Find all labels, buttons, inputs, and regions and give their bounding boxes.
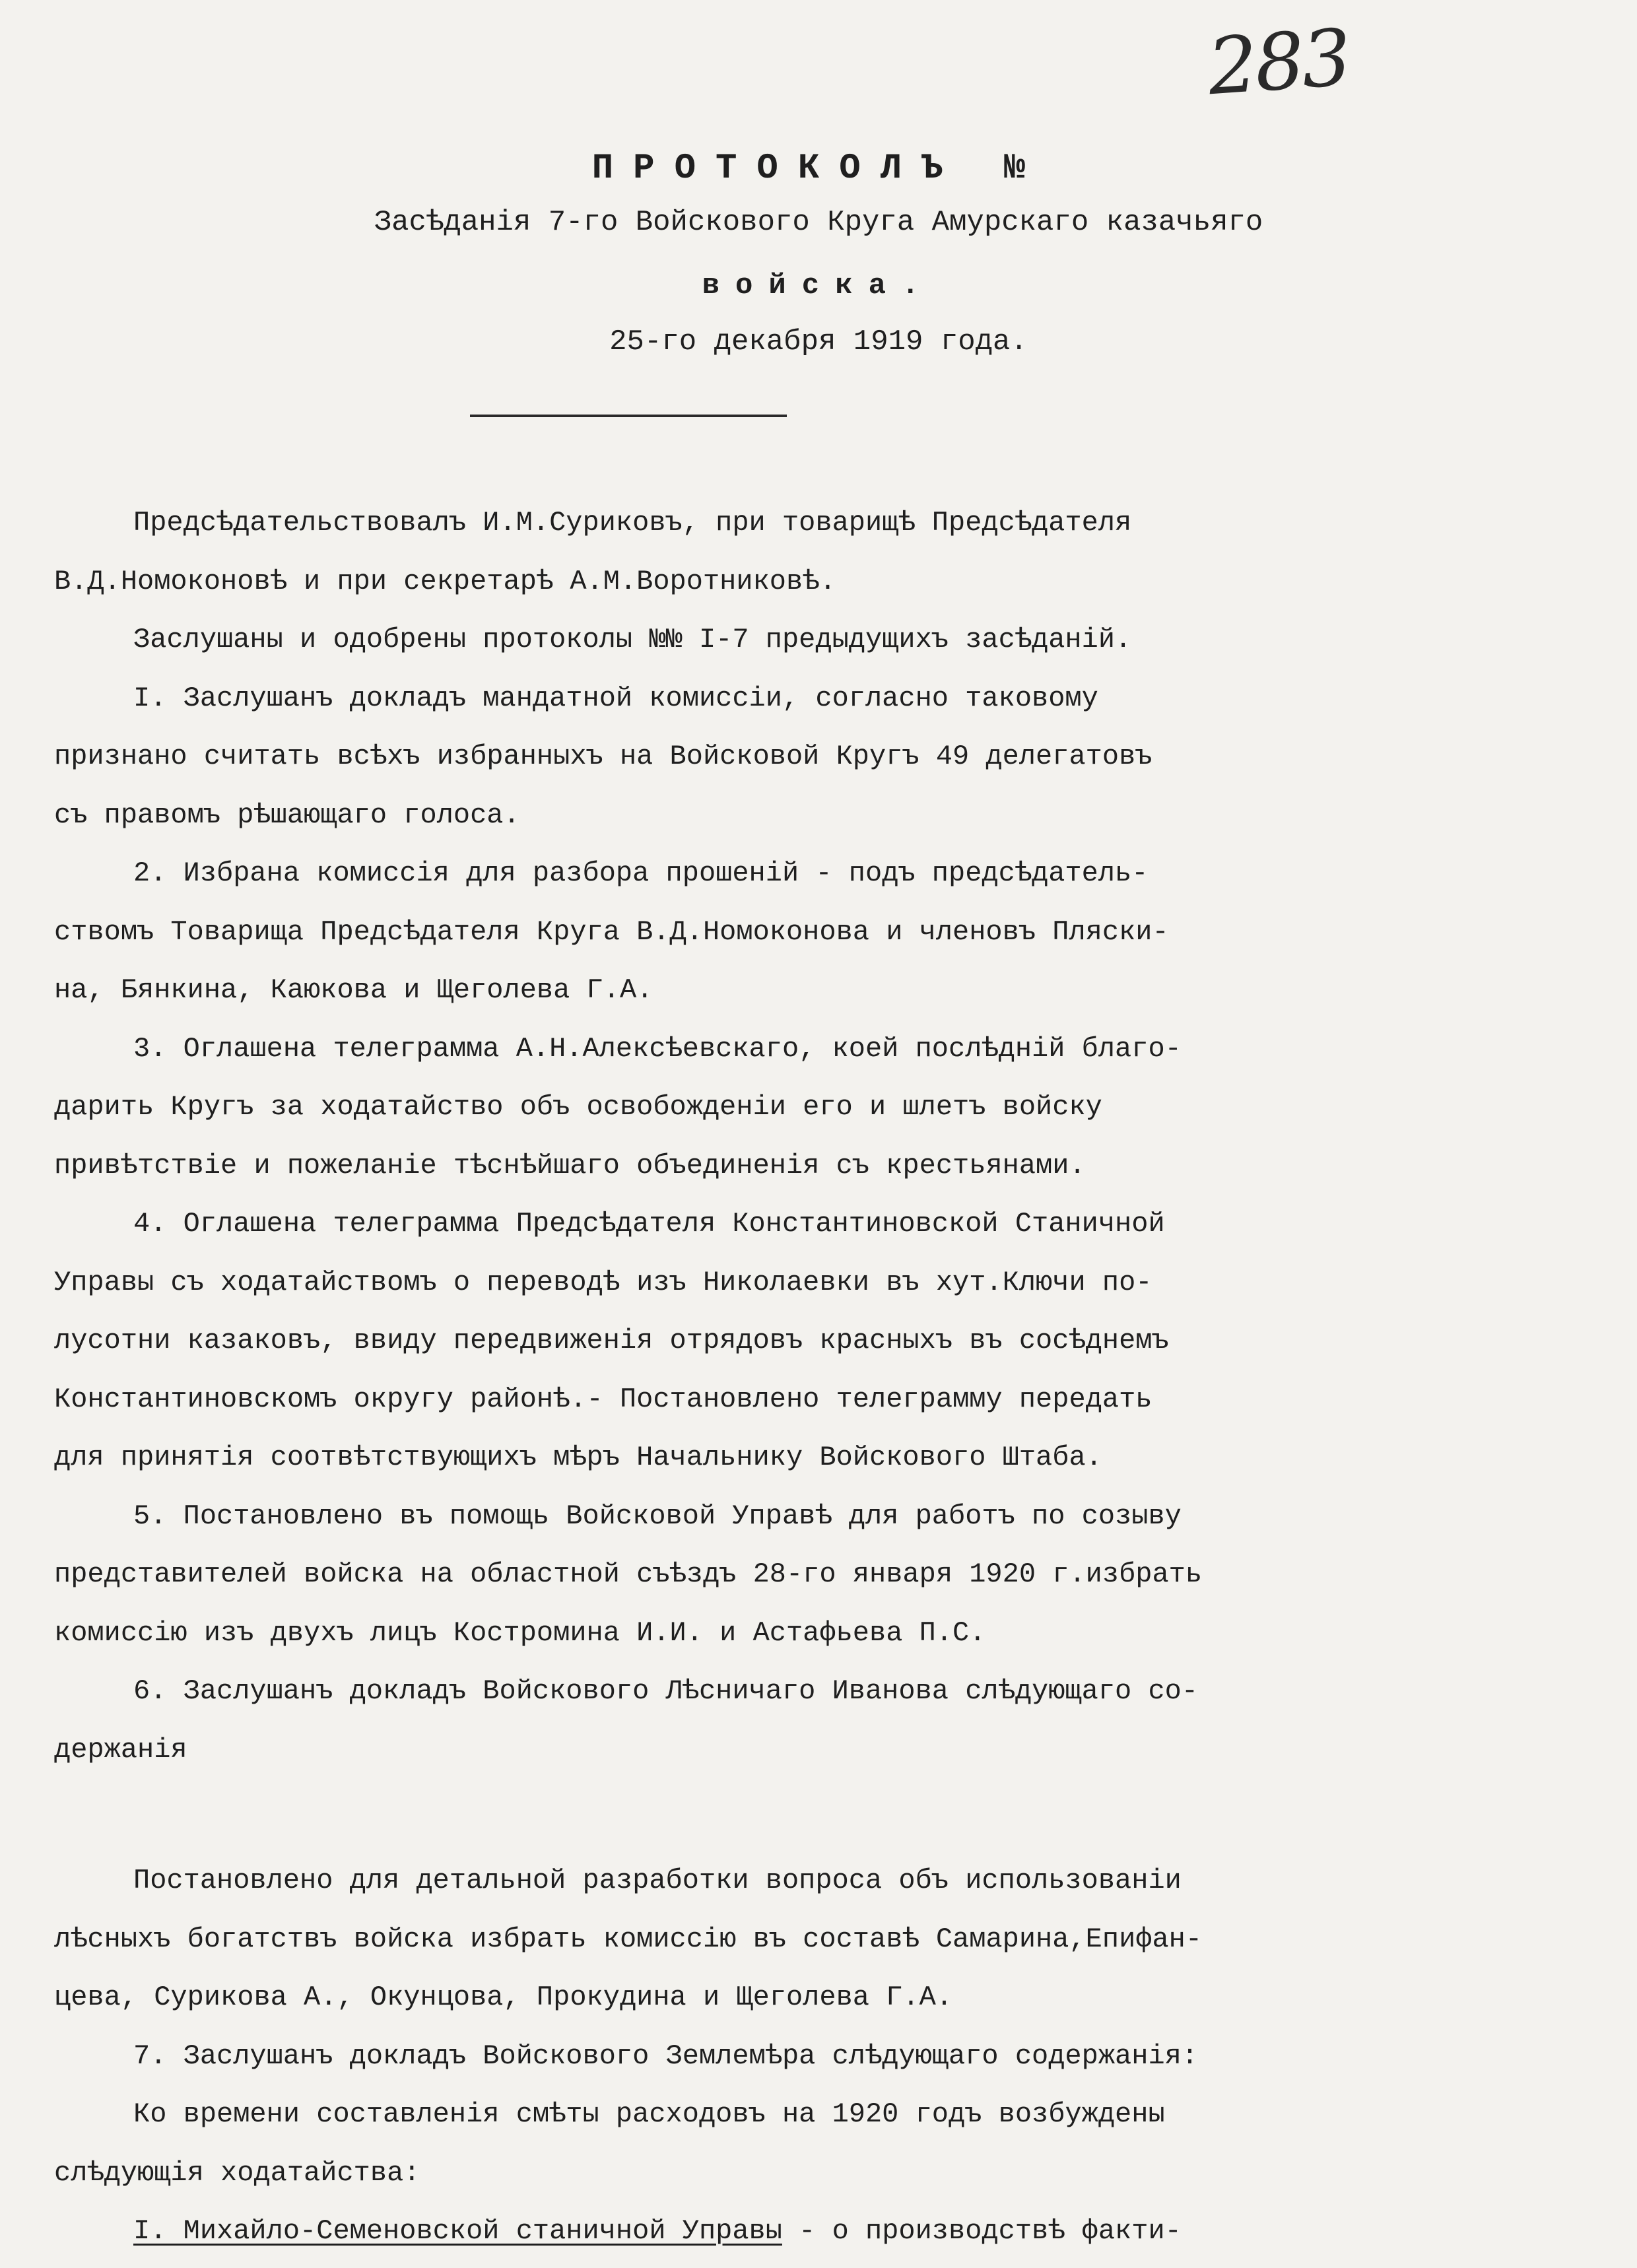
blank-gap: [54, 1779, 1414, 1851]
document-subtitle-continuation: войска.: [702, 269, 935, 302]
text-line: 2. Избрана комиссія для разбора прошеній - подъ предсѣдатель-: [133, 857, 1149, 889]
text-fragment: - о производствѣ факти-: [782, 2215, 1182, 2247]
text-line: 3. Оглашена телеграмма А.Н.Алексѣевскаго, коей послѣдній благо-: [133, 1032, 1182, 1065]
text-line: лусотни казаковъ, ввиду передвиженія отрядовъ красныхъ въ сосѣднемъ: [54, 1325, 1169, 1356]
text-line: Ко времени составленія смѣты расходовъ на 1920 годъ возбуждены: [133, 2098, 1165, 2130]
handwritten-page-number: 283: [1205, 11, 1352, 113]
document-title: ПРОТОКОЛЪ №: [591, 149, 1046, 189]
text-line: держанія: [54, 1733, 187, 1766]
text-line: Управы съ ходатайствомъ о переводѣ изъ Николаевки въ хут.Ключи по-: [54, 1266, 1153, 1298]
text-line: привѣтствіе и пожеланіе тѣснѣйшаго объединенія съ крестьянами.: [54, 1149, 1086, 1182]
protocol-body: [54, 494, 1414, 2261]
text-line: [54, 2202, 1414, 2261]
underlined-entity: I. Михайло-Семеновской станичной Управы: [133, 2215, 782, 2247]
text-line: съ правомъ рѣшающаго голоса.: [54, 799, 520, 831]
document-date: 25-го декабря 1919 года.: [609, 325, 1028, 358]
text-line: Предсѣдательствовалъ И.М.Суриковъ, при товарищѣ Предсѣдателя: [133, 507, 1132, 539]
header-divider: [470, 415, 787, 417]
text-line: Постановлено для детальной разработки вопроса объ использованіи: [133, 1865, 1182, 1896]
text-line: слѣдующія ходатайства:: [54, 2156, 420, 2189]
text-line: В.Д.Номоконовѣ и при секретарѣ А.М.Воротниковѣ.: [54, 565, 836, 597]
text-line: 4. Оглашена телеграмма Предсѣдателя Константиновской Станичной: [133, 1208, 1165, 1240]
text-line: Константиновскомъ округу районѣ.- Постановлено телеграмму передать: [54, 1383, 1153, 1415]
text-line: ствомъ Товарища Предсѣдателя Круга В.Д.Номоконова и членовъ Пляски-: [54, 916, 1169, 948]
text-line: I. Заслушанъ докладъ мандатной комиссіи, согласно таковому: [133, 682, 1098, 714]
text-line: комиссію изъ двухъ лицъ Костромина И.И. и Астафьева П.С.: [54, 1617, 986, 1649]
text-line: представителей войска на областной съѣздъ 28-го января 1920 г.избрать: [54, 1558, 1203, 1590]
text-line: 5. Постановлено въ помощь Войсковой Управѣ для работъ по созыву: [133, 1500, 1182, 1532]
text-line: Заслушаны и одобрены протоколы №№ I-7 предыдущихъ засѣданій.: [133, 624, 1132, 655]
text-line: 7. Заслушанъ докладъ Войскового Землемѣра слѣдующаго содержанія:: [133, 2040, 1199, 2072]
text-line: дарить Кругъ за ходатайство объ освобожденіи его и шлетъ войску: [54, 1091, 1102, 1123]
text-line: 6. Заслушанъ докладъ Войскового Лѣсничаго Иванова слѣдующаго со-: [133, 1675, 1199, 1707]
text-line: на, Бянкина, Каюкова и Щеголева Г.А.: [54, 974, 653, 1006]
document-subtitle: Засѣданія 7-го Войскового Круга Амурскаго казачьяго: [374, 206, 1263, 239]
text-line: признано считать всѣхъ избранныхъ на Войсковой Кругъ 49 делегатовъ: [54, 741, 1153, 772]
text-line: для принятія соотвѣтствующихъ мѣръ Начальнику Войскового Штаба.: [54, 1442, 1102, 1473]
text-line: цева, Сурикова А., Окунцова, Прокудина и Щеголева Г.А.: [54, 1982, 953, 2013]
text-line: лѣсныхъ богатствъ войска избрать комиссію въ составѣ Самарина,Епифан-: [54, 1923, 1203, 1955]
